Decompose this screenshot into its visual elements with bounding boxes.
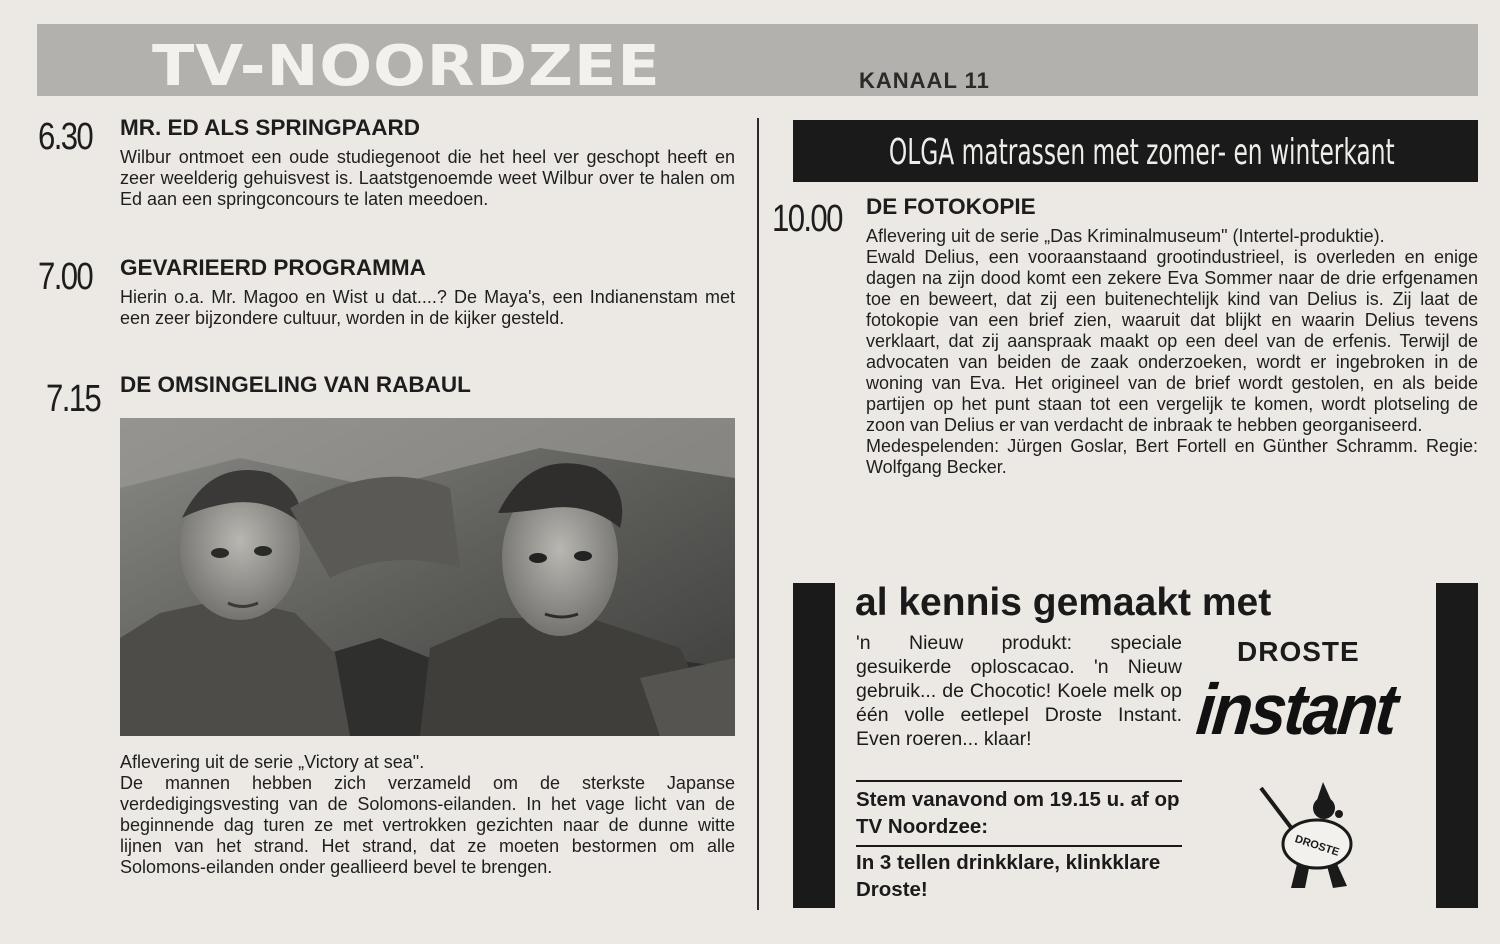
program-caption-intro: Aflevering uit de serie „Victory at sea". [120, 752, 425, 772]
program-description: Hierin o.a. Mr. Magoo en Wist u dat....? De Maya's, een Indianenstam met een zeer bijzondere cultuur, worden in de kijker gesteld. [120, 287, 735, 328]
soldiers-photo [120, 418, 735, 736]
product-name: instant [1193, 670, 1399, 750]
program-description [866, 226, 1478, 478]
ad-stem-text: Stem vanavond om 19.15 u. af op TV Noordzee: [856, 788, 1180, 838]
program-title: MR. ED ALS SPRINGPAARD [120, 115, 421, 140]
station-title: TV-NOORDZEE [152, 32, 661, 99]
ad-body: 'n Nieuw produkt: speciale gesuikerde oploscacao. 'n Nieuw gebruik... de Chocotic! Koele melk op één volle eetlepel Droste Instant. Even roeren... klaar! [856, 632, 1182, 750]
header-banner [37, 24, 1478, 99]
program-time: 6.30 [38, 116, 93, 158]
mascot-label: DROSTE [1293, 833, 1341, 859]
ad-border-right [1436, 583, 1478, 908]
ad-divider [856, 780, 1182, 782]
olga-ad-banner [793, 120, 1478, 182]
ad-divider [856, 845, 1182, 847]
program-time: 7.15 [46, 378, 101, 420]
channel-label: KANAAL 11 [859, 68, 990, 93]
program-credits: Medespelenden: Jürgen Goslar, Bert Fortell en Günther Schramm. Regie: Wolfgang Becker. [866, 436, 1478, 477]
program-caption: De mannen hebben zich verzameld om de sterkste Japanse verdedigingsvesting van de Solomons-eilanden. In het vage licht van de beginnende dag turen ze met vertrokken gezichten naar de dunne witte lijnen van het strand. Het strand, dat ze moeten bestormen om alle Solomons-eilanden onder geallieerd bevel te brengen. [120, 773, 735, 877]
column-divider [757, 118, 759, 910]
ad-border-left [793, 583, 835, 908]
program-time: 10.00 [772, 198, 842, 240]
program-title: DE FOTOKOPIE [866, 194, 1036, 219]
program-intro: Aflevering uit de serie „Das Kriminalmuseum" (Intertel-produktie). [866, 226, 1385, 246]
program-photo [120, 418, 735, 736]
ad-slogan: In 3 tellen drinkklare, klinkklare Droste! [856, 851, 1161, 901]
droste-ad [793, 583, 1478, 908]
program-time: 7.00 [38, 256, 93, 298]
droste-mascot-icon [1253, 778, 1373, 898]
program-synopsis: Ewald Delius, een vooraanstaand grootindustrieel, is overleden en enige dagen na zijn dood komt een zekere Eva Sommer naar de drie erfgenamen toe en beweert, dat zij een buitenechtelijk kind van Delius is. Zij laat de fotokopie van een brief zien, waaruit dat blijkt en waarin Delius tevens verklaart, dat zij aanspraak maakt op een deel van de erfenis. Terwijl de advocaten van beiden de zaak onderzoeken, wordt er ingebroken in de woning van Eva. Het origineel van de brief wordt gestolen, en als beide partijen op het punt staan tot een vergelijk te komen, wordt plotseling de zoon van Delius er van verdacht de inbraak te hebben georganiseerd. [866, 247, 1478, 435]
program-description: Wilbur ontmoet een oude studiegenoot die het heel ver geschopt heeft en zeer weelderig gehuisvest is. Laatstgenoemde weet Wilbur over te halen om Ed aan een springconcours te laten meedoen. [120, 147, 735, 209]
program-title: GEVARIEERD PROGRAMMA [120, 255, 426, 280]
olga-ad-text: OLGA matrassen met zomer- en winterkant [888, 132, 1395, 173]
program-title: DE OMSINGELING VAN RABAUL [120, 372, 471, 397]
brand-name: DROSTE [1237, 636, 1360, 667]
ad-headline: al kennis gemaakt met [855, 581, 1272, 624]
